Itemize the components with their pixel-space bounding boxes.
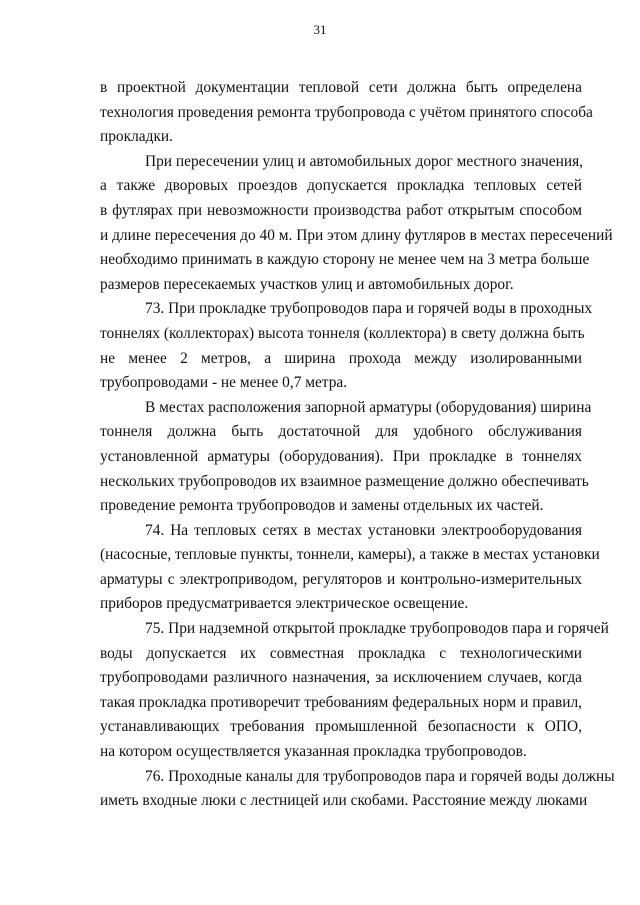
text-line: 73. При прокладке трубопроводов пара и горячей воды в проходных [145,300,593,318]
text-line: размеров пересекаемых участков улиц и автомобильных дорог. [100,275,514,293]
paragraph [100,519,600,617]
paragraph [100,297,593,395]
text-line: воды допускается их совместная прокладка с технологическими [100,644,582,662]
paragraph [100,617,609,765]
text-line: приборов предусматривается электрическое освещение. [100,595,469,613]
paragraph [100,76,593,150]
text-line: а также дворовых проездов допускается прокладка тепловых сетей [100,177,582,195]
text-line: трубопроводами различного назначения, за исключением случаев, когда [100,669,582,687]
text-line: иметь входные люки с лестницей или скобами. Расстояние между люками [100,792,588,810]
text-line: в футлярах при невозможности производства работ открытым способом [100,201,582,219]
text-line: 76. Проходные каналы для трубопроводов пара и горячей воды должны [145,767,615,785]
text-line: нескольких трубопроводов их взаимное размещение должно обеспечивать [100,472,589,490]
paragraph [100,396,592,519]
text-line: трубопроводами - не менее 0,7 метра. [100,374,348,392]
text-line: и длине пересечения до 40 м. При этом длину футляров в местах пересечений [100,226,613,244]
text-line: проведение ремонта трубопроводов и замены отдельных их частей. [100,497,544,515]
text-line: тоннеля должна быть достаточной для удобного обслуживания [100,423,582,441]
text-line: установленной арматуры (оборудования). При прокладке в тоннелях [100,447,582,465]
text-line: тоннелях (коллекторах) высота тоннеля (коллектора) в свету должна быть [100,324,585,342]
page-number: 31 [313,22,327,37]
text-line: не менее 2 метров, а ширина прохода между изолированными [100,349,582,367]
document-body [100,76,615,814]
text-line: (насосные, тепловые пункты, тоннели, камеры), а также в местах установки [100,546,600,564]
paragraph [100,765,615,814]
text-line: технология проведения ремонта трубопровода с учётом принятого способа [100,103,593,121]
text-line: устанавливающих требования промышленной безопасности к ОПО, [100,718,582,736]
text-line: арматуры с электроприводом, регуляторов и контрольно-измерительных [100,570,582,588]
text-line: необходимо принимать в каждую сторону не менее чем на 3 метра больше [100,251,590,269]
text-line: в проектной документации тепловой сети должна быть определена [100,79,582,96]
text-line: на котором осуществляется указанная прокладка трубопроводов. [100,743,527,761]
text-line: 74. На тепловых сетях в местах установки электрооборудования [145,521,582,539]
text-line: При пересечении улиц и автомобильных дорог местного значения, [145,152,584,170]
paragraph [100,150,613,298]
text-line: 75. При надземной открытой прокладке трубопроводов пара и горячей [145,620,609,638]
text-line: прокладки. [100,128,174,146]
text-line: такая прокладка противоречит требованиям федеральных норм и правил, [100,693,582,711]
text-line: В местах расположения запорной арматуры (оборудования) ширина [145,398,592,416]
